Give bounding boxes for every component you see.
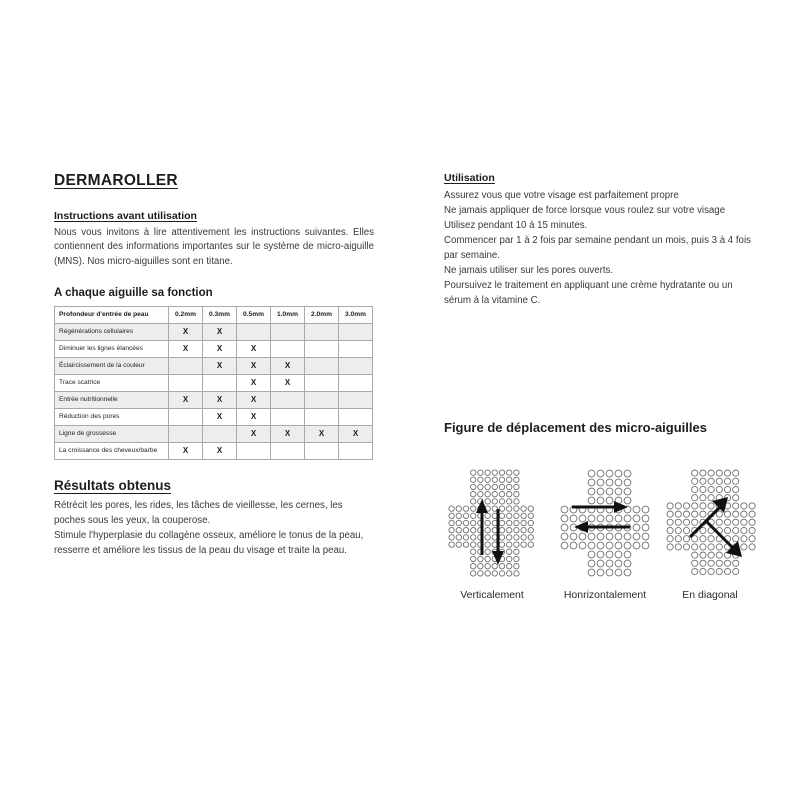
table-row-label: Entrée nutritionnelle xyxy=(55,391,169,408)
table-cell-empty xyxy=(339,357,373,374)
table-cell-empty xyxy=(237,323,271,340)
usage-line: Ne jamais appliquer de force lorsque vous roulez sur votre visage xyxy=(444,205,726,216)
instructions-heading: Instructions avant utilisation xyxy=(54,210,197,222)
figure-heading: Figure de déplacement des micro-aiguilles xyxy=(444,420,707,435)
spacer xyxy=(54,269,374,287)
needle-function-table xyxy=(54,306,373,460)
figures-section xyxy=(444,420,764,601)
table-row-label: Réduction des pores xyxy=(55,408,169,425)
table-cell-marked: X xyxy=(237,357,271,374)
table-col-header-depth-5: 3.0mm xyxy=(339,306,373,323)
table-cell-marked: X xyxy=(169,442,203,459)
table-cell-empty xyxy=(271,442,305,459)
table-row xyxy=(55,374,373,391)
table-header-row xyxy=(55,306,373,323)
results-heading: Résultats obtenus xyxy=(54,477,172,493)
table-cell-empty xyxy=(169,408,203,425)
table-cell-empty xyxy=(305,442,339,459)
table-cell-empty xyxy=(305,408,339,425)
table-cell-empty xyxy=(339,374,373,391)
table-col-header-depth-4: 2.0mm xyxy=(305,306,339,323)
horizontal-arrows-icon xyxy=(554,465,654,583)
results-text xyxy=(54,498,374,558)
table-cell-marked: X xyxy=(339,425,373,442)
usage-lines xyxy=(444,188,754,308)
table-cell-empty xyxy=(169,425,203,442)
usage-line: Assurez vous que votre visage est parfaitement propre xyxy=(444,190,679,201)
figure-diagonal xyxy=(660,465,760,583)
table-cell-empty xyxy=(305,340,339,357)
table-cell-empty xyxy=(271,408,305,425)
table-row-label: Diminuer les lignes élancées xyxy=(55,340,169,357)
table-row xyxy=(55,391,373,408)
table-cell-marked: X xyxy=(237,391,271,408)
table-cell-marked: X xyxy=(237,374,271,391)
table-cell-empty xyxy=(339,323,373,340)
table-cell-marked: X xyxy=(271,357,305,374)
table-cell-marked: X xyxy=(237,425,271,442)
usage-heading: Utilisation xyxy=(444,172,495,184)
usage-line: Commencer par 1 à 2 fois par semaine pendant un mois, puis 3 à 4 fois par semaine. xyxy=(444,235,751,261)
results-line: Rétrécit les pores, les rides, les tâches de vieillesse, les cernes, les poches sous les yeux, la couperose. xyxy=(54,499,343,526)
table-col-header-depth-3: 1.0mm xyxy=(271,306,305,323)
table-cell-marked: X xyxy=(237,340,271,357)
table-cell-marked: X xyxy=(203,442,237,459)
figure-horizontal xyxy=(554,465,654,583)
table-row xyxy=(55,357,373,374)
table-cell-marked: X xyxy=(169,323,203,340)
table-row-label: Régénérations cellulaires xyxy=(55,323,169,340)
table-cell-empty xyxy=(169,357,203,374)
table-cell-marked: X xyxy=(271,425,305,442)
table-cell-marked: X xyxy=(169,391,203,408)
table-cell-empty xyxy=(305,391,339,408)
table-heading: A chaque aiguille sa fonction xyxy=(54,286,213,299)
usage-line: Poursuivez le traitement en appliquant une crème hydratante ou un sérum à la vitamine C. xyxy=(444,280,733,306)
table-cell-empty xyxy=(339,408,373,425)
table-col-header-label: Profondeur d'entrée de peau xyxy=(55,306,169,323)
table-cell-marked: X xyxy=(237,408,271,425)
instructions-text: Nous vous invitons à lire attentivement les instructions suivantes. Elles contiennent des informations importantes sur le système de micro-aiguille (MNS). Nos micro-aiguilles sont en titane. xyxy=(54,227,374,267)
table-cell-empty xyxy=(203,374,237,391)
table-col-header-depth-0: 0.2mm xyxy=(169,306,203,323)
table-col-header-depth-2: 0.5mm xyxy=(237,306,271,323)
table-row xyxy=(55,408,373,425)
figure-caption-vertical: Verticalement xyxy=(460,589,524,601)
table-cell-marked: X xyxy=(305,425,339,442)
table-cell-empty xyxy=(169,374,203,391)
table-cell-marked: X xyxy=(203,323,237,340)
table-row-label: Trace scatrice xyxy=(55,374,169,391)
figure-caption-horizontal: Honrizontalement xyxy=(563,589,647,601)
vertical-arrows-icon xyxy=(442,465,542,583)
table-cell-empty xyxy=(339,340,373,357)
table-row-label: Éclaircissement de la couleur xyxy=(55,357,169,374)
table-cell-empty xyxy=(203,425,237,442)
table-row-label: La croissance des cheveux/barbe xyxy=(55,442,169,459)
figure-vertical xyxy=(442,465,542,583)
table-row xyxy=(55,323,373,340)
page-title: DERMAROLLER xyxy=(54,172,178,189)
figure-caption-diagonal: En diagonal xyxy=(682,589,738,601)
spacer xyxy=(54,460,374,478)
table-cell-empty xyxy=(271,391,305,408)
usage-line: Utilisez pendant 10 à 15 minutes. xyxy=(444,220,588,231)
table-cell-empty xyxy=(339,442,373,459)
right-column xyxy=(444,172,754,601)
table-head xyxy=(55,306,373,323)
table-cell-empty xyxy=(305,374,339,391)
table-row xyxy=(55,340,373,357)
usage-line: Ne jamais utiliser sur les pores ouverts. xyxy=(444,265,614,276)
left-column xyxy=(54,172,374,558)
table-cell-empty xyxy=(305,323,339,340)
table-cell-empty xyxy=(271,340,305,357)
results-line: Stimule l'hyperplasie du collagène osseux, améliore le tonus de la peau, resserre et améliore les tissus de la peau du visage et traite la peau. xyxy=(54,529,364,556)
figure-row xyxy=(444,465,764,601)
table-cell-marked: X xyxy=(169,340,203,357)
table-row xyxy=(55,425,373,442)
diagonal-arrows-icon xyxy=(660,465,760,583)
table-cell-marked: X xyxy=(203,391,237,408)
table-row xyxy=(55,442,373,459)
table-cell-marked: X xyxy=(203,357,237,374)
table-body xyxy=(55,323,373,459)
table-cell-marked: X xyxy=(203,408,237,425)
table-row-label: Ligne de grossesse xyxy=(55,425,169,442)
table-col-header-depth-1: 0.3mm xyxy=(203,306,237,323)
table-cell-marked: X xyxy=(271,374,305,391)
table-cell-empty xyxy=(305,357,339,374)
table-cell-empty xyxy=(237,442,271,459)
table-cell-marked: X xyxy=(203,340,237,357)
table-cell-empty xyxy=(271,323,305,340)
table-cell-empty xyxy=(339,391,373,408)
